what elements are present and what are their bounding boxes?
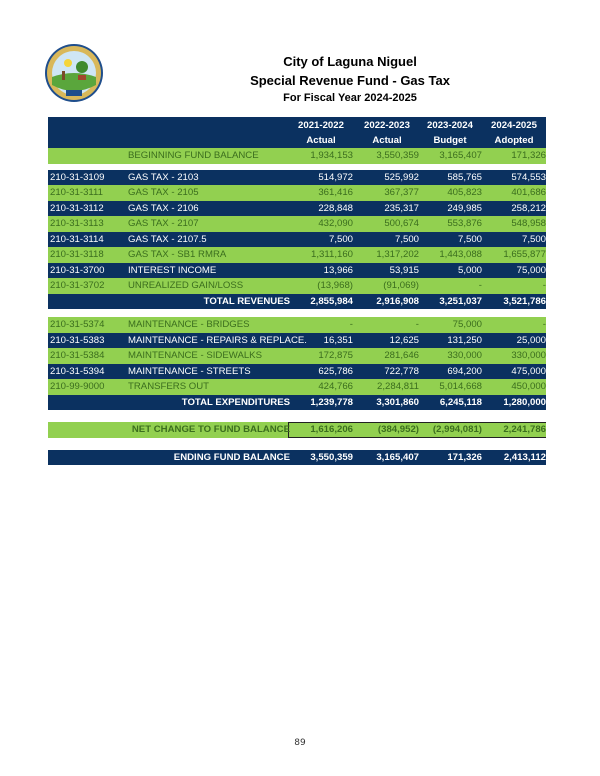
page-number: 89 [294,738,306,748]
line-description: GAS TAX - 2107.5 [128,233,207,245]
cell-value: 235,317 [384,202,419,214]
account-number: 210-31-5374 [50,319,105,330]
cell-value: 172,875 [318,350,353,361]
cell-value: 7,500 [457,233,482,245]
cell-value: (13,968) [317,280,353,291]
report-subtitle: Special Revenue Fund - Gas Tax [250,73,450,88]
cell-value: 1,311,160 [311,249,353,260]
cell-value: 2,916,908 [376,295,419,307]
cell-value: 25,000 [516,334,546,346]
report-header [150,52,550,106]
cell-value: 722,778 [384,365,419,377]
cell-value: 548,958 [511,218,546,229]
revenue-row [48,263,546,279]
cell-value: 574,553 [511,171,546,183]
column-type: Actual [372,135,402,146]
revenue-row [48,278,546,294]
row-label: BEGINNING FUND BALANCE [128,150,259,161]
cell-value: 6,245,118 [439,396,482,408]
expenditure-row [48,364,546,380]
cell-value: 525,992 [384,171,419,183]
expenditure-row [48,333,546,349]
cell-value: 53,915 [389,264,419,276]
cell-value: 7,500 [521,233,546,245]
cell-value: 75,000 [452,319,482,330]
revenue-row [48,185,546,201]
column-year: 2021-2022 [298,120,344,131]
cell-value: 694,200 [447,365,482,377]
cell-value: 3,301,860 [376,396,419,408]
cell-value: 3,165,407 [376,451,419,463]
cell-value: 228,848 [318,202,353,214]
column-type: Budget [433,135,467,146]
cell-value: 249,985 [447,202,482,214]
revenue-row [48,232,546,248]
line-description: GAS TAX - 2106 [128,202,199,214]
expenditure-row [48,317,546,333]
cell-value: - [542,280,546,291]
cell-value: 585,765 [447,171,482,183]
expenditure-row [48,348,546,364]
cell-value: 5,000 [457,264,482,276]
row-label: TOTAL REVENUES [203,295,290,307]
column-header-row [48,117,546,148]
cell-value: 12,625 [389,334,419,346]
cell-value: 3,165,407 [439,150,482,161]
expenditure-row [48,379,546,395]
cell-value: - [542,319,546,330]
account-number: 210-31-5383 [50,334,105,346]
cell-value: 1,280,000 [503,396,546,408]
cell-value: (384,952) [377,424,419,435]
account-number: 210-31-3700 [50,264,105,276]
cell-value: 75,000 [516,264,546,276]
total-expenditures-row [48,395,546,411]
cell-value: 16,351 [323,334,353,346]
cell-value: 424,766 [318,381,353,392]
row-label: TOTAL EXPENDITURES [181,396,290,408]
cell-value: 131,250 [447,334,482,346]
net-change-row [48,422,546,438]
account-number: 210-31-3114 [50,233,104,245]
cell-value: (91,069) [383,280,419,291]
row-label: NET CHANGE TO FUND BALANCE [131,424,290,435]
account-number: 210-31-3702 [50,280,105,291]
city-seal-logo [44,43,104,103]
line-description: MAINTENANCE - REPAIRS & REPLACE. [128,334,307,346]
cell-value: 553,876 [447,218,482,229]
cell-value: 1,934,153 [310,150,353,161]
cell-value: 475,000 [511,365,546,377]
cell-value: 2,413,112 [503,451,546,463]
cell-value: 5,014,668 [439,381,482,392]
cell-value: 367,377 [384,187,419,198]
line-description: UNREALIZED GAIN/LOSS [128,280,244,291]
column-year: 2022-2023 [364,120,410,131]
cell-value: 171,326 [447,451,482,463]
column-type: Actual [306,135,336,146]
ending-balance-row [48,450,546,466]
cell-value: 1,616,206 [310,424,353,435]
cell-value: 625,786 [318,365,353,377]
beginning-balance-row [48,148,546,164]
line-description: MAINTENANCE - SIDEWALKS [128,350,262,361]
cell-value: 1,239,778 [310,396,353,408]
cell-value: 7,500 [328,233,353,245]
fund-table [48,117,546,465]
account-number: 210-31-3111 [50,187,103,198]
account-number: 210-31-3118 [50,249,104,260]
cell-value: 3,521,786 [503,295,546,307]
report-title: City of Laguna Niguel [283,54,417,69]
line-description: GAS TAX - SB1 RMRA [128,249,227,260]
cell-value: 1,443,088 [439,249,482,260]
column-year: 2024-2025 [491,120,537,131]
cell-value: 330,000 [447,350,482,361]
cell-value: 3,251,037 [439,295,482,307]
cell-value: 171,326 [511,150,546,161]
cell-value: - [349,319,353,330]
account-number: 210-31-3113 [50,218,104,229]
cell-value: 1,317,202 [376,249,419,260]
cell-value: 330,000 [511,350,546,361]
line-description: MAINTENANCE - BRIDGES [128,319,250,330]
cell-value: 2,284,811 [377,381,419,392]
line-description: GAS TAX - 2103 [128,171,199,183]
account-number: 210-31-5394 [50,365,105,377]
account-number: 210-31-3112 [50,202,104,214]
account-number: 210-31-5384 [50,350,105,361]
revenue-row [48,216,546,232]
line-description: INTEREST INCOME [128,264,217,276]
cell-value: (2,994,081) [432,424,482,435]
cell-value: 3,550,359 [310,451,353,463]
account-number: 210-99-9000 [50,381,105,392]
cell-value: 3,550,359 [376,150,419,161]
line-description: GAS TAX - 2105 [128,187,199,198]
cell-value: - [478,280,482,291]
cell-value: 13,966 [323,264,353,276]
cell-value: 7,500 [394,233,419,245]
cell-value: 432,090 [318,218,353,229]
cell-value: 500,674 [384,218,419,229]
revenue-row [48,201,546,217]
cell-value: 258,212 [511,202,546,214]
cell-value: 401,686 [511,187,546,198]
fiscal-year-label: For Fiscal Year 2024-2025 [283,92,417,104]
line-description: TRANSFERS OUT [128,381,210,392]
cell-value: - [415,319,419,330]
revenue-row [48,170,546,186]
revenue-row [48,247,546,263]
cell-value: 1,655,877 [503,249,546,260]
cell-value: 450,000 [511,381,546,392]
account-number: 210-31-3109 [50,171,105,183]
cell-value: 2,241,786 [503,424,546,435]
row-label: ENDING FUND BALANCE [173,451,290,463]
cell-value: 281,646 [384,350,419,361]
column-type: Adopted [494,135,534,146]
cell-value: 2,855,984 [310,295,353,307]
cell-value: 514,972 [318,171,353,183]
line-description: MAINTENANCE - STREETS [128,365,251,377]
cell-value: 361,416 [318,187,353,198]
total-revenues-row [48,294,546,310]
line-description: GAS TAX - 2107 [128,218,199,229]
cell-value: 405,823 [447,187,482,198]
column-year: 2023-2024 [427,120,473,131]
